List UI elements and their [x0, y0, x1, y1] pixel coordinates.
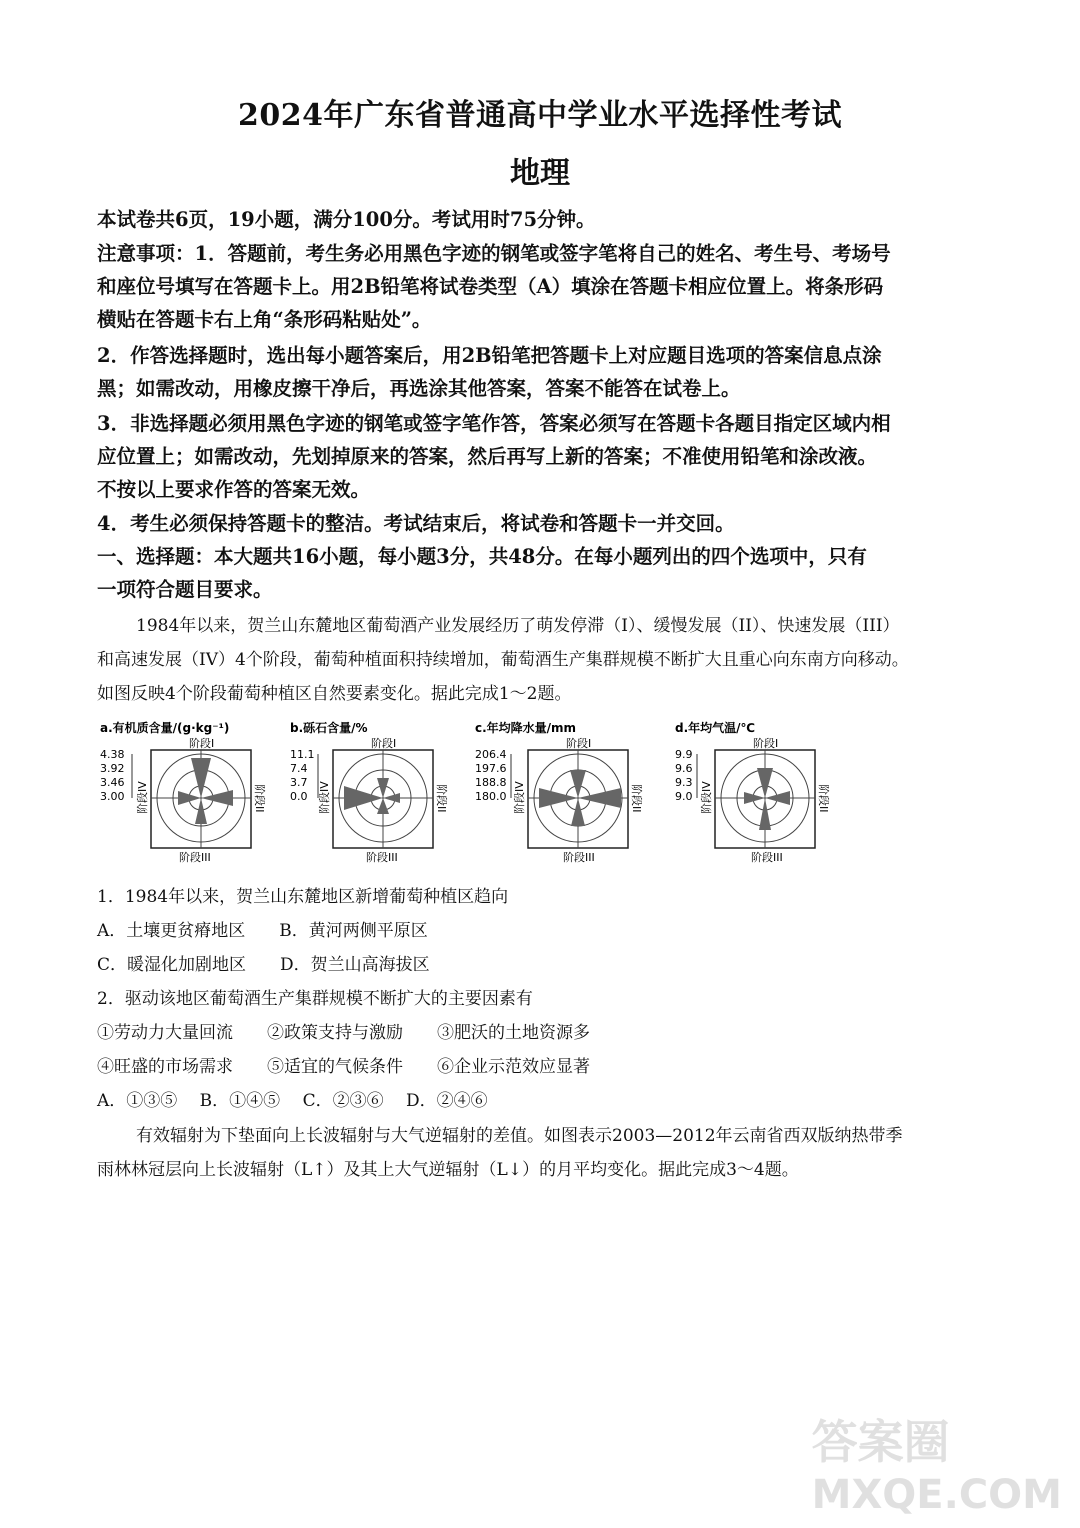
question-2-options: A．①③⑤ B．①④⑤ C．②③⑥ D．②④⑥	[97, 1091, 488, 1111]
chart-c-title: c.年均降水量/mm	[475, 721, 577, 735]
stage-label-bottom: 阶段III	[179, 851, 211, 864]
passage-line: 和高速发展（IV）4个阶段，葡萄种植面积持续增加，葡萄酒生产集群规模不断扩大且重心向东南方向移动。	[97, 650, 909, 670]
chart-b	[290, 720, 448, 864]
stage-label-bottom: 阶段III	[751, 851, 783, 864]
chart-d	[675, 720, 830, 864]
chart-d-tick: 9.0	[675, 790, 693, 803]
intro-line: 本试卷共6页，19小题，满分100分。考试用时75分钟。	[97, 208, 596, 231]
question-2-factors-2: ④旺盛的市场需求 ⑤适宜的气候条件 ⑥企业示范效应显著	[97, 1057, 590, 1077]
chart-c-tick: 197.6	[475, 762, 507, 775]
stage-label-top: 阶段I	[189, 737, 215, 750]
passage-line: 雨林林冠层向上长波辐射（L↑）及其上大气逆辐射（L↓）的月平均变化。据此完成3～4题。	[97, 1160, 799, 1180]
chart-b-tick: 0.0	[290, 790, 308, 803]
notice-line: 注意事项：1．答题前，考生务必用黑色字迹的钢笔或签字笔将自己的姓名、考生号、考场号	[97, 242, 891, 265]
rose-charts-figure	[98, 718, 858, 868]
notice-line: 黑；如需改动，用橡皮擦干净后，再选涂其他答案，答案不能答在试卷上。	[97, 377, 741, 400]
notice-line: 应位置上；如需改动，先划掉原来的答案，然后再写上新的答案；不准使用铅笔和涂改液。	[97, 445, 878, 468]
notice-line: 横贴在答题卡右上角“条形码粘贴处”。	[97, 308, 432, 331]
stage-label-top: 阶段I	[371, 737, 397, 750]
chart-c-tick: 180.0	[475, 790, 507, 803]
passage-line: 有效辐射为下垫面向上长波辐射与大气逆辐射的差值。如图表示2003—2012年云南省西双版纳热带季	[136, 1126, 903, 1146]
chart-d-tick: 9.6	[675, 762, 693, 775]
question-1-options-ab: A．土壤更贫瘠地区 B．黄河两侧平原区	[97, 921, 428, 941]
section-heading: 一项符合题目要求。	[97, 578, 273, 601]
chart-b-tick: 7.4	[290, 762, 308, 775]
chart-a-tick: 4.38	[100, 748, 125, 761]
chart-c	[475, 720, 643, 864]
stage-label-left: 阶段IV	[513, 781, 526, 814]
notice-line: 4．考生必须保持答题卡的整洁。考试结束后，将试卷和答题卡一并交回。	[97, 512, 735, 535]
passage-line: 1984年以来，贺兰山东麓地区葡萄酒产业发展经历了萌发停滞（I）、缓慢发展（II）、快速发展（III）	[136, 616, 900, 636]
chart-c-tick: 188.8	[475, 776, 507, 789]
chart-a-tick: 3.92	[100, 762, 125, 775]
question-1: 1．1984年以来，贺兰山东麓地区新增葡萄种植区趋向	[97, 887, 509, 907]
notice-line: 和座位号填写在答题卡上。用2B铅笔将试卷类型（A）填涂在答题卡相应位置上。将条形码	[97, 275, 884, 298]
chart-d-tick: 9.9	[675, 748, 693, 761]
stage-label-bottom: 阶段III	[366, 851, 398, 864]
chart-a-tick: 3.00	[100, 790, 125, 803]
chart-a	[100, 720, 266, 864]
stage-label-top: 阶段I	[566, 737, 592, 750]
watermark-cn: 答案圈	[811, 1415, 950, 1469]
watermark-logo	[812, 1406, 1062, 1518]
chart-d-tick: 9.3	[675, 776, 693, 789]
stage-label-left: 阶段IV	[700, 781, 713, 814]
exam-title: 2024年广东省普通高中学业水平选择性考试	[238, 98, 842, 133]
notice-line: 不按以上要求作答的答案无效。	[97, 478, 371, 501]
stage-label-top: 阶段I	[753, 737, 779, 750]
chart-a-tick: 3.46	[100, 776, 125, 789]
stage-label-left: 阶段IV	[318, 781, 331, 814]
question-2: 2．驱动该地区葡萄酒生产集群规模不断扩大的主要因素有	[97, 989, 533, 1009]
notice-line: 2．作答选择题时，选出每小题答案后，用2B铅笔把答题卡上对应题目选项的答案信息点涂	[97, 344, 882, 367]
chart-b-tick: 3.7	[290, 776, 308, 789]
question-2-factors-1: ①劳动力大量回流 ②政策支持与激励 ③肥沃的土地资源多	[97, 1023, 590, 1043]
stage-label-right: 阶段II	[817, 784, 830, 813]
chart-c-tick: 206.4	[475, 748, 507, 761]
subject-title: 地理	[510, 156, 570, 191]
stage-label-left: 阶段IV	[136, 781, 149, 814]
notice-line: 3．非选择题必须用黑色字迹的钢笔或签字笔作答，答案必须写在答题卡各题目指定区域内相	[97, 412, 891, 435]
chart-d-title: d.年均气温/℃	[675, 721, 756, 735]
chart-b-title: b.砾石含量/%	[290, 721, 368, 735]
stage-label-bottom: 阶段III	[563, 851, 595, 864]
passage-line: 如图反映4个阶段葡萄种植区自然要素变化。据此完成1～2题。	[97, 684, 572, 704]
watermark-en: MXQE.COM	[811, 1472, 1062, 1518]
stage-label-right: 阶段II	[435, 784, 448, 813]
chart-a-title: a.有机质含量/(g·kg⁻¹)	[100, 721, 230, 735]
stage-label-right: 阶段II	[630, 784, 643, 813]
question-1-options-cd: C．暖湿化加剧地区 D．贺兰山高海拔区	[97, 955, 430, 975]
chart-b-tick: 11.1	[290, 748, 315, 761]
section-heading: 一、选择题：本大题共16小题，每小题3分，共48分。在每小题列出的四个选项中，只有	[97, 545, 867, 568]
stage-label-right: 阶段II	[253, 784, 266, 813]
